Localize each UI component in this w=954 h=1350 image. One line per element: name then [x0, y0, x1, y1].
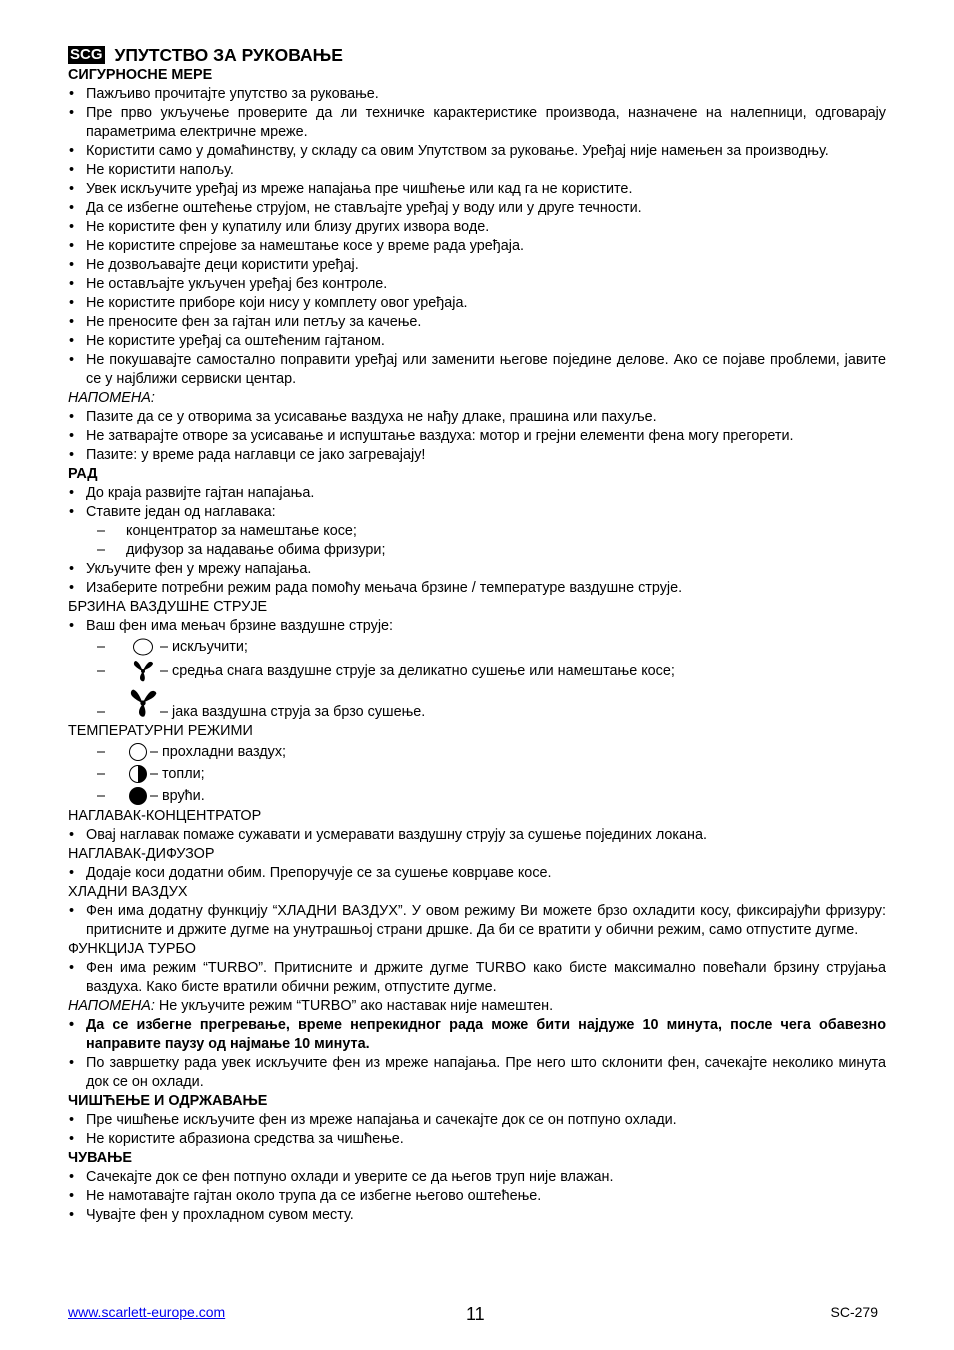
diffuser-list — [68, 864, 886, 883]
attachment-diffuser: дифузор за надавање обима фризури; — [126, 542, 386, 558]
list-item: • Не користите фен у купатилу или близу других извора воде. — [68, 218, 886, 237]
list-item: • Чувајте фен у прохладном сувом месту. — [68, 1206, 886, 1225]
language-badge: SCG — [70, 46, 103, 63]
dash-mark: – — [97, 523, 106, 539]
list-item: • Пре чишћење искључите фен из мреже напајања и сачекајте док се он потпуно охлади. — [68, 1111, 886, 1130]
attachment-concentrator: концентратор за намештање косе; — [126, 523, 357, 539]
concentrator-list — [68, 826, 886, 845]
list-item: • Не намотавајте гајтан около трупа да се избегне његово оштећење. — [68, 1187, 886, 1206]
list-item: • Користити само у домаћинству, у складу са овим Упутством за руковање. Уређај није намењен за производњу. — [68, 142, 886, 161]
safety-note-label: НАПОМЕНА: — [68, 390, 155, 406]
list-item: • По завршетку рада увек искључите фен из мреже напајања. Пре него што склонити фен, сачекајте неколико минута док се он охлади. — [68, 1054, 886, 1092]
fan-large-icon — [126, 687, 160, 719]
list-item: • Укључите фен у мрежу напајања. — [68, 560, 886, 579]
dash-mark: – — [97, 662, 106, 679]
diffuser-heading: НАГЛАВАК-ДИФУЗОР — [68, 846, 215, 862]
title-row — [68, 44, 886, 66]
turbo-note — [68, 997, 886, 1016]
temp-warm-row — [68, 763, 886, 785]
list-item: • Не користите уређај са оштећеним гајтаном. — [68, 332, 886, 351]
list-item: • До краја развијте гајтан напајања. — [68, 484, 886, 503]
manual-page — [68, 44, 886, 1225]
cool-air-list — [68, 902, 886, 940]
safety-note-list — [68, 408, 886, 465]
list-item: • Фен има додатну функцију “ХЛАДНИ ВАЗДУХ”. У овом режиму Ви можете брзо охладити косу, фиксирајући фризуру: притисните и држите дугме на унутрашњој страни дршке. Да би се вратити у обични режим, само отпустите дугме. — [68, 902, 886, 940]
speed-medium-label: – средња снага ваздушне струје за деликатно сушење или намештање косе; — [160, 662, 675, 679]
list-item: • Не покушавајте самостално поправити уређај или заменити његове поједине делове. Ако се појаве проблеми, јавите се у најближи сервиски центар. — [68, 351, 886, 389]
list-item: • Не користите приборе који нису у комплету овог уређаја. — [68, 294, 886, 313]
circle-outline-icon — [126, 638, 160, 656]
list-item: • Да се избегне прегревање, време непрекидног рада може бити најдуже 10 минута, после чега обавезно направите паузу од најмање 10 минута. — [68, 1016, 886, 1054]
list-item: • Додаје коси додатни обим. Препоручује се за сушење коврџаве косе. — [68, 864, 886, 883]
list-item: • Да се избегне оштећење струјом, не стављајте уређај у воду или у друге течности. — [68, 199, 886, 218]
storage-heading: ЧУВАЊЕ — [68, 1150, 133, 1166]
speed-off-row — [68, 636, 886, 658]
work-list-2 — [68, 560, 886, 598]
list-item: • Не остављајте укључен уређај без контроле. — [68, 275, 886, 294]
list-item: • Не користите спрејове за намештање косе у време рада уређаја. — [68, 237, 886, 256]
turbo-note-label: НАПОМЕНА: — [68, 998, 155, 1014]
turbo-heading: ФУНКЦИЈА ТУРБО — [68, 941, 196, 957]
dash-mark: – — [97, 743, 106, 760]
safety-heading: СИГУРНОСНЕ МЕРЕ — [68, 67, 213, 83]
dash-mark: – — [97, 638, 106, 655]
temp-warm-label: – топли; — [150, 765, 205, 782]
turbo-warn-list — [68, 1016, 886, 1092]
website-link[interactable]: www.scarlett-europe.com — [68, 1304, 226, 1320]
list-item: • Сачекајте док се фен потпуно охлади и уверите се да његов труп није влажан. — [68, 1168, 886, 1187]
list-item: • Пазите: у време рада наглавци се јако загревајају! — [68, 446, 886, 465]
storage-list — [68, 1168, 886, 1225]
dash-mark: – — [97, 704, 106, 720]
work-list — [68, 484, 886, 522]
list-item: • Не користити напољу. — [68, 161, 886, 180]
list-item: • Не преносите фен за гајтан или петљу за качење. — [68, 313, 886, 332]
speed-high-label: – јака ваздушна струја за брзо сушење. — [160, 704, 426, 720]
speed-heading: БРЗИНА ВАЗДУШНЕ СТРУЈЕ — [68, 599, 268, 615]
dash-mark: – — [97, 542, 106, 558]
safety-list — [68, 85, 886, 389]
list-item: • Овај наглавак помаже сужавати и усмеравати ваздушну струју за сушење појединих локана. — [68, 826, 886, 845]
list-item: • Пре прво укључење проверите да ли техничке карактеристике производа, назначене на налепници, одговарају параметрима електричне мреже. — [68, 104, 886, 142]
speed-high-row — [68, 684, 886, 722]
cool-air-heading: ХЛАДНИ ВАЗДУХ — [68, 884, 188, 900]
list-item: • Изаберите потребни режим рада помоћу мењача брзине / температуре ваздушне струје. — [68, 579, 886, 598]
concentrator-heading: НАГЛАВАК-КОНЦЕНТРАТОР — [68, 808, 262, 824]
list-item: • Не дозвољавајте деци користити уређај. — [68, 256, 886, 275]
fan-small-icon — [126, 659, 160, 683]
turbo-note-text: Не укључите режим “TURBO” ако наставак није намештен. — [154, 998, 554, 1014]
cleaning-list — [68, 1111, 886, 1149]
list-item: • Пажљиво прочитајте упутство за руковање. — [68, 85, 886, 104]
list-item: • Ваш фен има мењач брзине ваздушне струје: — [68, 617, 886, 636]
temp-hot-row — [68, 785, 886, 807]
temp-heading: ТЕМПЕРАТУРНИ РЕЖИМИ — [68, 723, 253, 739]
cleaning-heading: ЧИШЋЕЊЕ И ОДРЖАВАЊЕ — [68, 1093, 268, 1109]
list-item: • Увек искључите уређај из мреже напајања пре чишћење или кад га не користите. — [68, 180, 886, 199]
page-title: УПУТСТВО ЗА РУКОВАЊЕ — [114, 44, 343, 65]
dash-mark: – — [97, 787, 106, 804]
dash-item — [68, 541, 886, 560]
circle-empty-icon — [126, 742, 150, 762]
dash-item — [68, 522, 886, 541]
list-item: • Не затварајте отворе за усисавање и испуштање ваздуха: мотор и грејни елементи фена могу прегорети. — [68, 427, 886, 446]
circle-filled-icon — [126, 786, 150, 806]
list-item: • Ставите један од наглавака: — [68, 503, 886, 522]
turbo-list — [68, 959, 886, 997]
speed-list — [68, 617, 886, 636]
page-footer — [68, 1304, 878, 1326]
dash-mark: – — [97, 765, 106, 782]
temp-cool-label: – прохладни ваздух; — [150, 743, 287, 760]
circle-half-icon — [126, 764, 150, 784]
model-number: SC-279 — [830, 1304, 878, 1320]
temp-hot-label: – врући. — [150, 787, 205, 804]
list-item: • Не користите абразиона средства за чишћење. — [68, 1130, 886, 1149]
temp-cool-row — [68, 741, 886, 763]
work-heading: РАД — [68, 466, 98, 482]
list-item: • Пазите да се у отворима за усисавање ваздуха не нађу длаке, прашина или пахуље. — [68, 408, 886, 427]
list-item: • Фен има режим “TURBO”. Притисните и држите дугме TURBO како бисте максимално повећали брзину струјања ваздуха. Како бисте вратили обични режим, отпустите дугме. — [68, 959, 886, 997]
page-number: 11 — [466, 1304, 485, 1324]
speed-medium-row — [68, 658, 886, 684]
speed-off-label: – искључити; — [160, 638, 248, 655]
